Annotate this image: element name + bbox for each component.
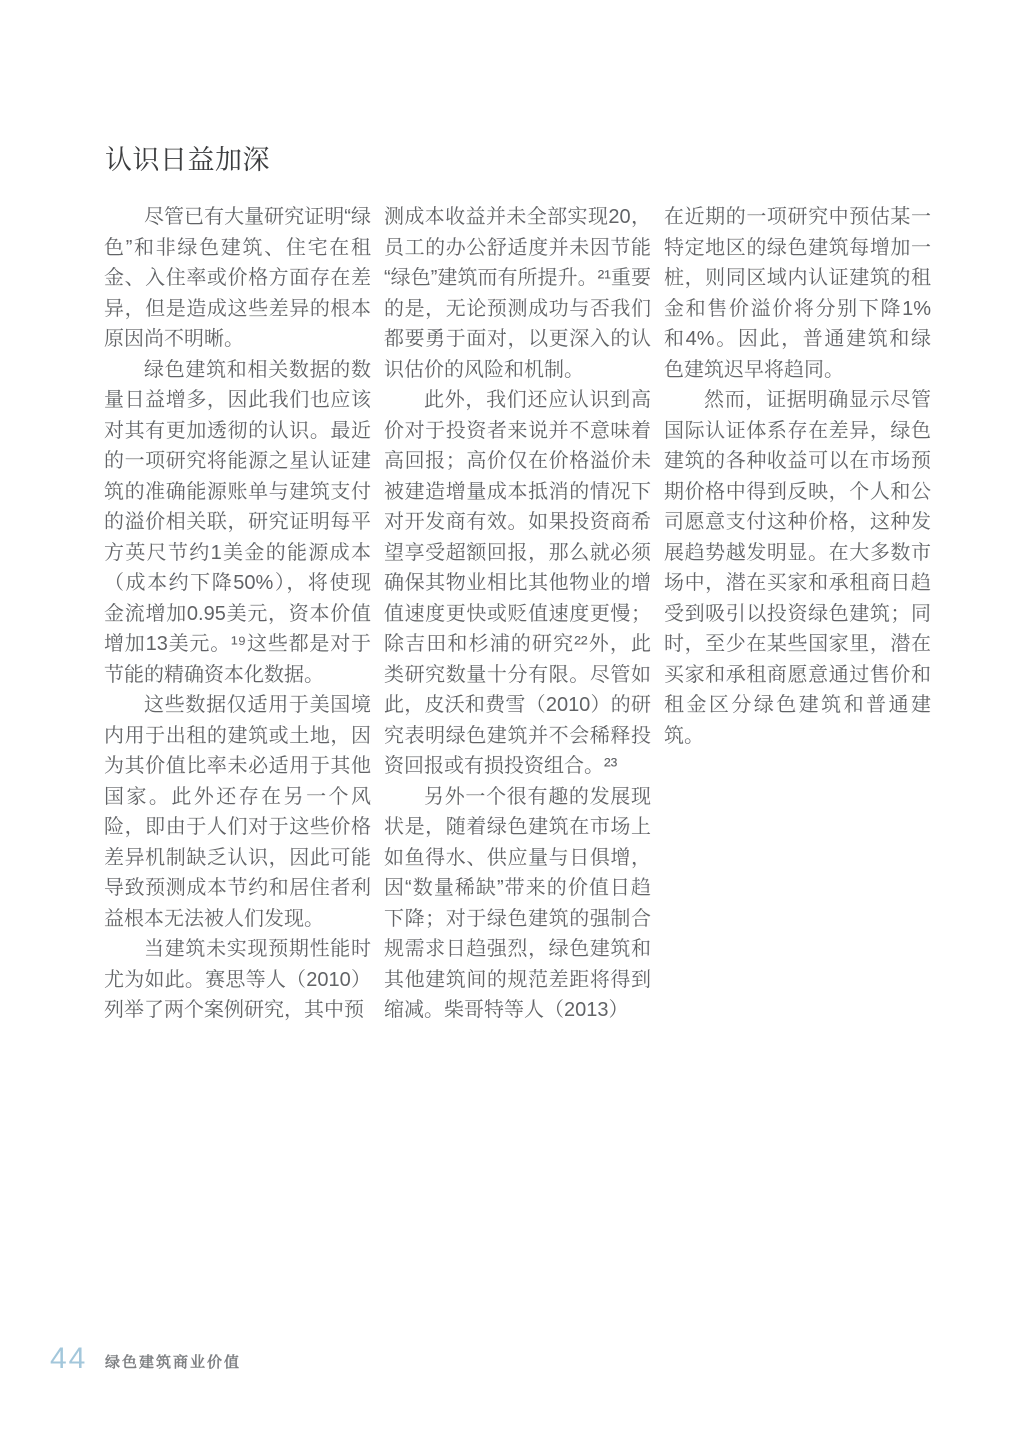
page-title: 认识日益加深 — [105, 145, 270, 175]
text-columns — [104, 202, 932, 1026]
body-paragraph: 这些数据仅适用于美国境内用于出租的建筑或土地，因为其价值比率未必适用于其他国家。此外还存在另一个风险，即由于人们对于这些价格差异机制缺乏认识，因此可能导致预测成本节约和居住者利益根本无法被人们发现。 — [104, 694, 371, 930]
body-paragraph: 在近期的一项研究中预估某一特定地区的绿色建筑每增加一桩，则同区域内认证建筑的租金和售价溢价将分别下降1%和4%。因此，普通建筑和绿色建筑迟早将趋同。 — [664, 206, 931, 381]
body-paragraph: 当建筑未实现预期性能时尤为如此。赛思等人（2010）列举了两个案例研究，其中预 — [104, 938, 371, 1021]
body-paragraph: 另外一个很有趣的发展现状是，随着绿色建筑在市场上如鱼得水、供应量与日俱增，因“数量稀缺”带来的价值日趋下降；对于绿色建筑的强制合规需求日趋强烈，绿色建筑和其他建筑间的规范差距将得到缩减。柴哥特等人（2013） — [384, 785, 651, 1021]
footer-doc-title: 绿色建筑商业价值 — [105, 1354, 242, 1371]
body-paragraph: 然而，证据明确显示尽管国际认证体系存在差异，绿色建筑的各种收益可以在市场预期价格中得到反映，个人和公司愿意支付这种价格，这种发展趋势越发明显。在大多数市场中，潜在买家和承租商日趋受到吸引以投资绿色建筑；同时，至少在某些国家里，潜在买家和承租商愿意通过售价和租金区分绿色建筑和普通建筑。 — [664, 389, 931, 747]
body-paragraph: 此外，我们还应认识到高价对于投资者来说并不意味着高回报；高价仅在价格溢价未被建造增量成本抵消的情况下对开发商有效。如果投资商希望享受超额回报，那么就必须确保其物业相比其他物业的增值速度更快或贬值速度更慢；除吉田和杉浦的研究²²外，此类研究数量十分有限。尽管如此，皮沃和费雪（2010）的研究表明绿色建筑并不会稀释投资回报或有损投资组合。²³ — [384, 389, 651, 777]
text-column-2 — [384, 202, 651, 1026]
body-paragraph: 测成本收益并未全部实现20，员工的办公舒适度并未因节能“绿色”建筑而有所提升。²¹重要的是，无论预测成功与否我们都要勇于面对，以更深入的认识估价的风险和机制。 — [384, 206, 651, 381]
body-paragraph: 绿色建筑和相关数据的数量日益增多，因此我们也应该对其有更加透彻的认识。最近的一项研究将能源之星认证建筑的准确能源账单与建筑支付的溢价相关联，研究证明每平方英尺节约1美金的能源成本（成本约下降50%），将使现金流增加0.95美元，资本价值增加13美元。¹⁹这些都是对于节能的精确资本化数据。 — [104, 358, 371, 686]
text-column-1 — [104, 202, 371, 1026]
text-column-3 — [664, 202, 931, 1026]
page-number: 44 — [50, 1342, 88, 1375]
body-paragraph: 尽管已有大量研究证明“绿色”和非绿色建筑、住宅在租金、入住率或价格方面存在差异，但是造成这些差异的根本原因尚不明晰。 — [104, 206, 371, 350]
